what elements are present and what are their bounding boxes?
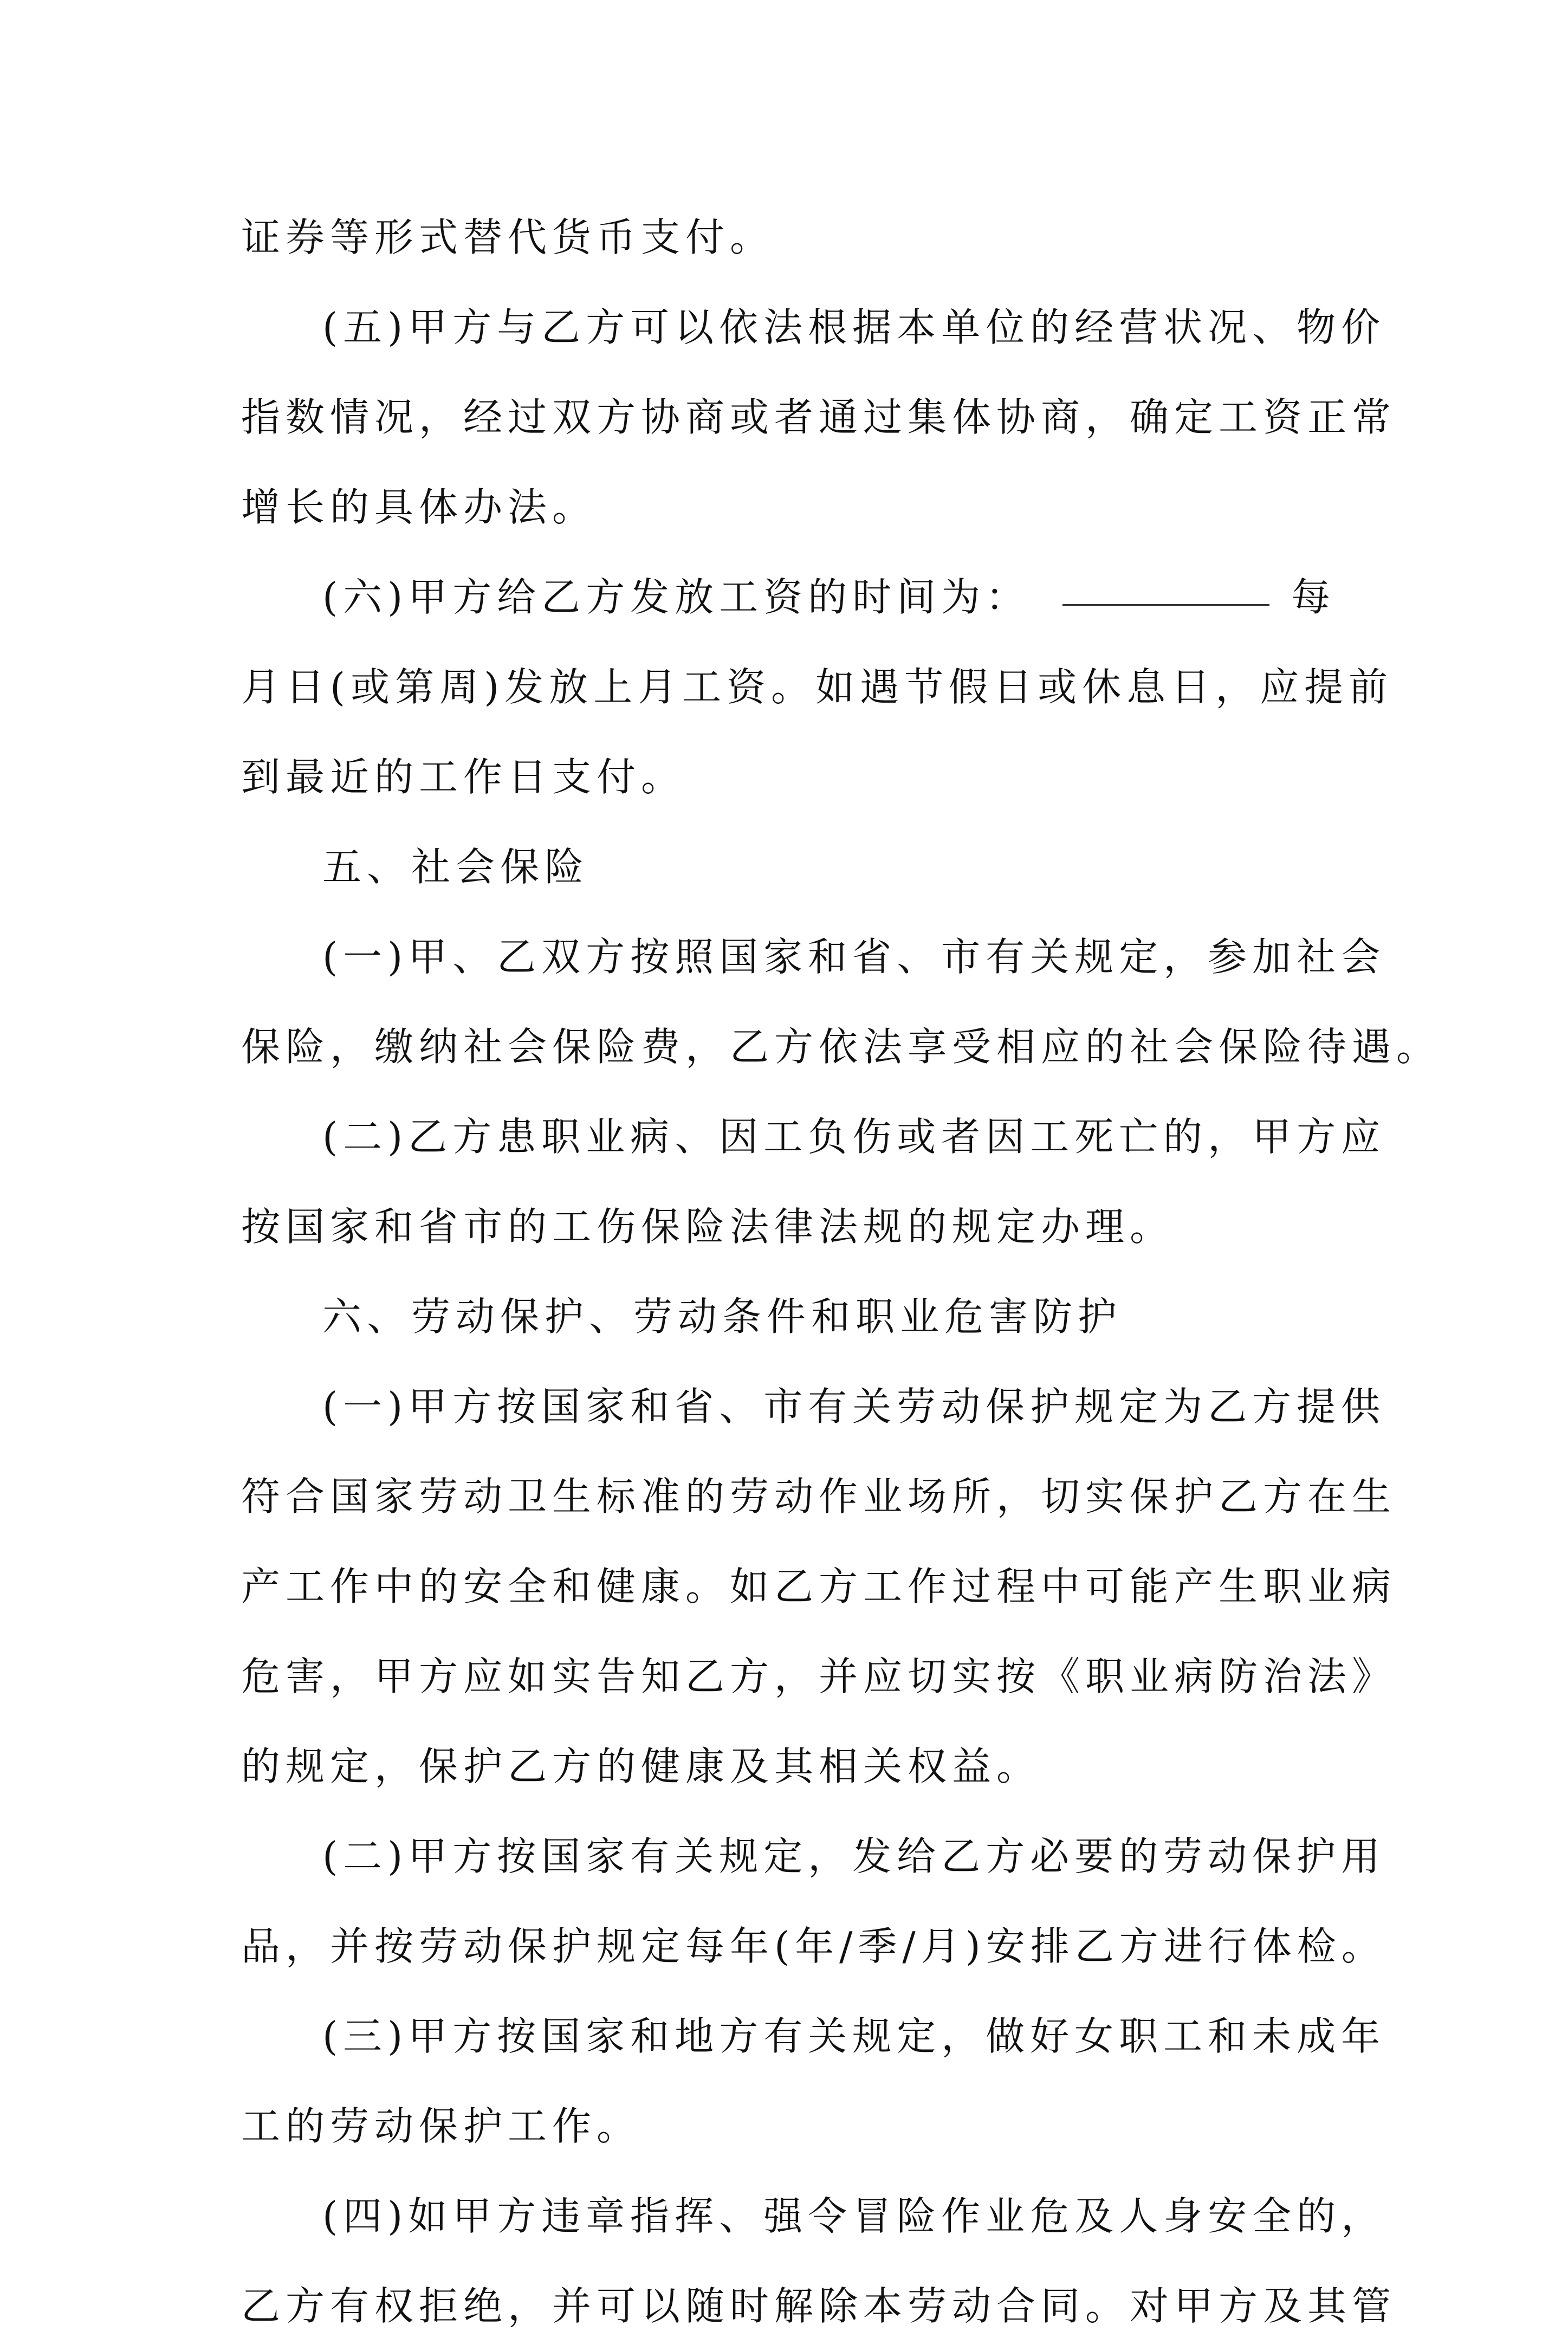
paragraph-line-with-blank <box>241 552 1336 642</box>
paragraph-line: (二)乙方患职业病、因工负伤或者因工死亡的，甲方应 <box>322 1114 1386 1160</box>
paragraph-line: 符合国家劳动卫生标准的劳动作业场所，切实保护乙方在生 <box>241 1474 1397 1519</box>
paragraph-text: (六)甲方给乙方发放工资的时间为： <box>322 574 1031 620</box>
paragraph-line: 工的劳动保护工作。 <box>241 2103 642 2149</box>
paragraph-line: 保险，缴纳社会保险费，乙方依法享受相应的社会保险待遇。 <box>241 1024 1441 1070</box>
paragraph-line: 危害，甲方应如实告知乙方，并应切实按《职业病防治法》 <box>241 1654 1397 1699</box>
paragraph-text: 每 <box>1291 574 1336 620</box>
paragraph-line: 增长的具体办法。 <box>241 484 597 530</box>
paragraph-line: (五)甲方与乙方可以依法根据本单位的经营状况、物价 <box>322 305 1386 350</box>
paragraph-line: 乙方有权拒绝，并可以随时解除本劳动合同。对甲方及其管 <box>241 2283 1397 2329</box>
paragraph-line: (一)甲方按国家和省、市有关劳动保护规定为乙方提供 <box>322 1384 1386 1429</box>
section-heading: 六、劳动保护、劳动条件和职业危害防护 <box>322 1294 1123 1339</box>
paragraph-line: 产工作中的安全和健康。如乙方工作过程中可能产生职业病 <box>241 1564 1397 1609</box>
paragraph-line: (二)甲方按国家有关规定，发给乙方必要的劳动保护用 <box>322 1834 1386 1879</box>
fill-in-blank[interactable] <box>1062 604 1269 606</box>
paragraph-line: 品，并按劳动保护规定每年(年/季/月)安排乙方进行体检。 <box>241 1923 1386 1969</box>
paragraph-line: 到最近的工作日支付。 <box>241 754 686 800</box>
paragraph-line: 月日(或第周)发放上月工资。如遇节假日或休息日，应提前 <box>241 664 1394 710</box>
paragraph-line: (一)甲、乙双方按照国家和省、市有关规定，参加社会 <box>322 934 1386 980</box>
paragraph-line: (四)如甲方违章指挥、强令冒险作业危及人身安全的， <box>322 2193 1386 2239</box>
paragraph-line: 证券等形式替代货币支付。 <box>241 215 775 260</box>
paragraph-line: 按国家和省市的工伤保险法律法规的规定办理。 <box>241 1204 1175 1249</box>
paragraph-line: 指数情况，经过双方协商或者通过集体协商，确定工资正常 <box>241 394 1397 440</box>
paragraph-line: (三)甲方按国家和地方有关规定，做好女职工和未成年 <box>322 2013 1386 2059</box>
document-body <box>241 192 1441 2351</box>
paragraph-line: 的规定，保护乙方的健康及其相关权益。 <box>241 1744 1041 1789</box>
section-heading: 五、社会保险 <box>322 844 589 890</box>
